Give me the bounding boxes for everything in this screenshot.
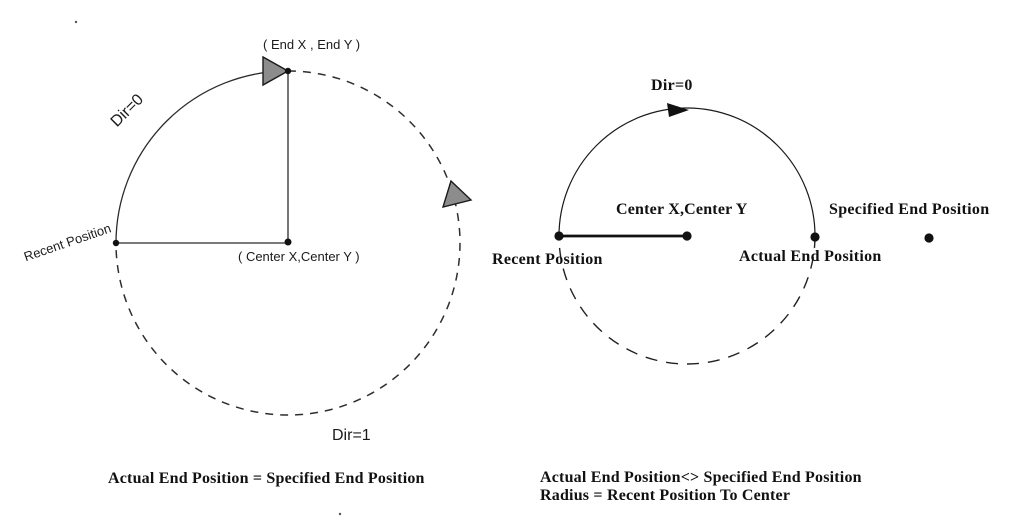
left-dir1-label: Dir=1 xyxy=(332,427,371,444)
artifact-dot-top xyxy=(75,21,77,23)
right-actual-end-label: Actual End Position xyxy=(739,248,882,265)
left-recent-position-label: Recent Position xyxy=(21,220,113,265)
right-center-point-label: Center X,Center Y xyxy=(616,201,748,218)
right-specified-end-dot xyxy=(924,233,933,242)
left-center-point-label: ( Center X,Center Y ) xyxy=(238,249,360,264)
left-dir0-label: Dir=0 xyxy=(107,91,148,131)
right-recent-point-dot xyxy=(554,231,563,240)
left-diagram-geometry xyxy=(113,57,471,415)
left-diagram-caption: Actual End Position = Specified End Position xyxy=(108,470,425,487)
right-recent-position-label: Recent Position xyxy=(492,251,603,268)
left-end-point-label: ( End X , End Y ) xyxy=(263,37,361,52)
right-center-point-dot xyxy=(682,231,691,240)
right-top-arrow black-triangle-right-icon xyxy=(667,103,689,117)
left-end-point-dot xyxy=(285,68,291,74)
left-recent-point-dot xyxy=(113,240,119,246)
left-center-point-dot xyxy=(285,239,292,246)
right-specified-end-label: Specified End Position xyxy=(829,201,990,218)
left-side-arrow gray-triangle-right-down-icon xyxy=(443,181,471,207)
left-top-arrow gray-triangle-right-icon xyxy=(263,57,288,85)
right-dir0-label: Dir=0 xyxy=(651,77,693,94)
right-actual-end-dot xyxy=(810,232,819,241)
right-diagram-caption-line1: Actual End Position<> Specified End Position xyxy=(540,469,862,486)
right-diagram-caption-line2: Radius = Recent Position To Center xyxy=(540,487,791,504)
right-diagram-geometry xyxy=(554,103,933,364)
artifact-dot-bottom xyxy=(339,513,341,515)
